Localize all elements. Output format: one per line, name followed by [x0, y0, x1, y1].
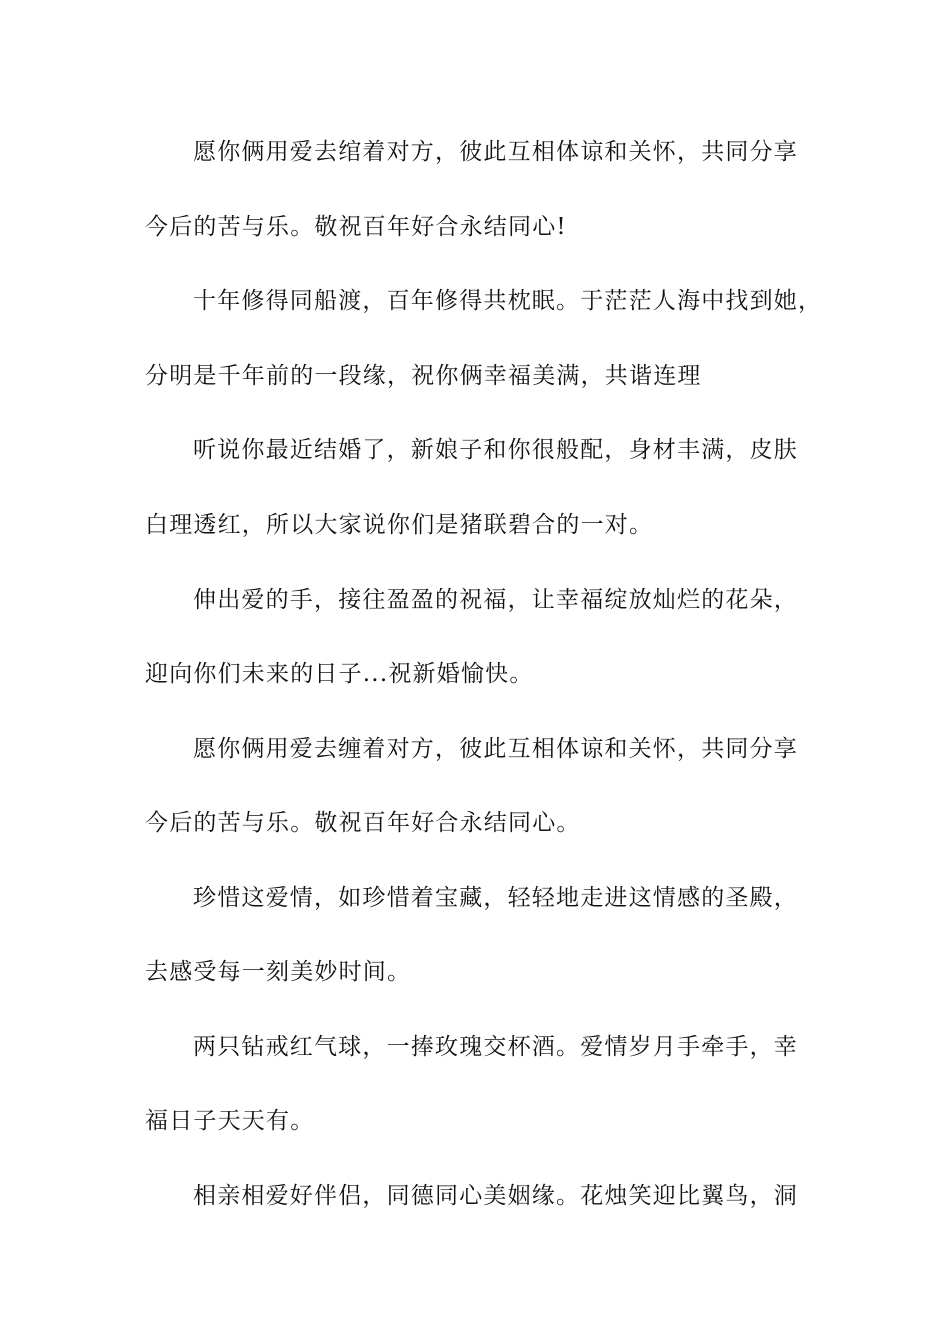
text-line-15: 相亲相爱好伴侣，同德同心美姻缘。花烛笑迎比翼鸟，洞 [193, 1183, 798, 1209]
text-line-3: 十年修得同船渡，百年修得共枕眠。于茫茫人海中找到她， [193, 288, 823, 314]
text-line-10: 今后的苦与乐。敬祝百年好合永结同心。 [145, 810, 581, 836]
text-line-7: 伸出爱的手，接往盈盈的祝福，让幸福绽放灿烂的花朵， [193, 587, 798, 613]
text-line-12: 去感受每一刻美妙时间。 [145, 959, 412, 985]
text-line-11: 珍惜这爱情，如珍惜着宝藏，轻轻地走进这情感的圣殿， [193, 885, 798, 911]
text-line-8: 迎向你们未来的日子...祝新婚愉快。 [145, 661, 534, 687]
text-line-5: 听说你最近结婚了，新娘子和你很般配，身材丰满，皮肤 [193, 437, 798, 463]
text-line-14: 福日子天天有。 [145, 1108, 315, 1134]
text-line-1: 愿你俩用爱去绾着对方，彼此互相体谅和关怀，共同分享 [193, 139, 798, 165]
text-line-13: 两只钻戒红气球，一捧玫瑰交杯酒。爱情岁月手牵手，幸 [193, 1034, 798, 1060]
text-line-6: 白理透红，所以大家说你们是猪联碧合的一对。 [145, 512, 654, 538]
text-line-4: 分明是千年前的一段缘，祝你俩幸福美满，共谐连理 [145, 363, 702, 389]
text-line-2: 今后的苦与乐。敬祝百年好合永结同心! [145, 214, 567, 240]
text-line-9: 愿你俩用爱去缠着对方，彼此互相体谅和关怀，共同分享 [193, 736, 798, 762]
